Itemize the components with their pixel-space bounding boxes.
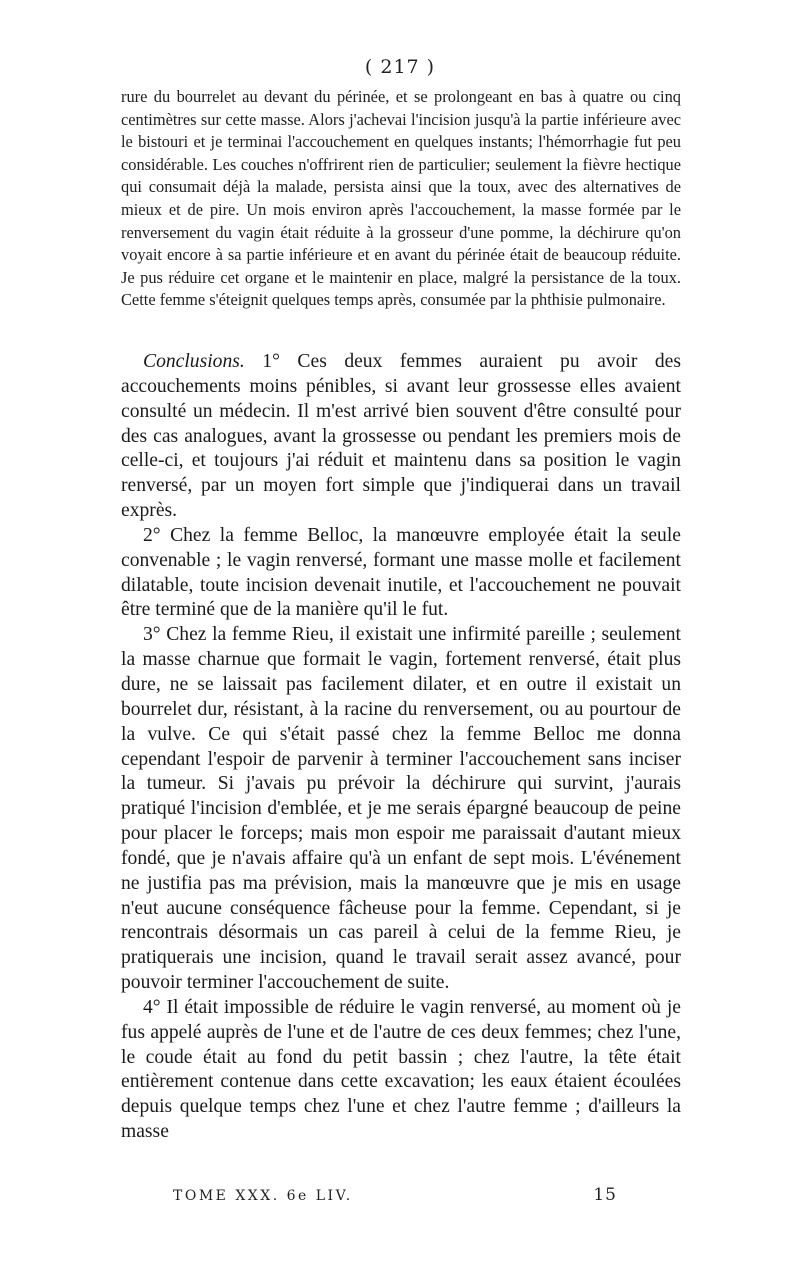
continuation-paragraph: rure du bourrelet au devant du périnée, et se prolongeant en bas à quatre ou cinq centimètres sur cette masse. Alors j'achevai l'incision jusqu'à la partie inférieure avec le bistouri et je terminai l'accouchement en quelques instants; l'hémorrhagie fut peu considérable. Les couches n'offrirent rien de particulier; seulement la fièvre hectique qui consumait déjà la malade, persista ainsi que la toux, avec des alternatives de mieux et de pire. Un mois environ après l'accouchement, la masse formée par le renversement du vagin était réduite à la grosseur d'une pomme, la déchirure qu'on voyait encore à sa partie inférieure et en avant du périnée était de beaucoup réduite. Je pus réduire cet organe et le maintenir en place, malgré la persistance de la toux. Cette femme s'éteignit quelques temps après, consumée par la phthisie pulmonaire. <box>121 87 681 310</box>
conclusions-section <box>121 350 681 1145</box>
footer-sheet-number: 15 <box>593 1185 617 1205</box>
continuation-paragraph-block <box>121 86 681 312</box>
footer-signature: TOME XXX. 6e LIV. <box>173 1188 353 1204</box>
conclusion-item-3: 3° Chez la femme Rieu, il existait une infirmité pareille ; seulement la masse charnue que formait le vagin, fortement renversé, était plus dure, ne se laissait pas facilement dilater, et en outre il existait un bourrelet dur, résistant, à la racine du renversement, ou au pourtour de la vulve. Ce qui s'était passé chez la femme Belloc me donna cependant l'espoir de parvenir à terminer l'accouchement sans inciser la tumeur. Si j'avais pu prévoir la déchirure qui survint, j'aurais pratiqué l'incision d'emblée, et je me serais épargné beaucoup de peine pour placer le forceps; mais mon espoir me paraissait d'autant mieux fondé, que je n'avais affaire qu'à un enfant de sept mois. L'événement ne justifia pas ma prévision, mais la manœuvre que je mis en usage n'eut aucune conséquence fâcheuse pour la femme. Cependant, si je rencontrais désormais un cas pareil à celui de la femme Rieu, je pratiquerais une incision, quand le travail serait assez avancé, pour pouvoir terminer l'accouchement de suite. <box>121 624 681 994</box>
conclusion-item-1 <box>121 350 681 524</box>
page-number: ( 217 ) <box>364 56 436 78</box>
page-footer <box>121 1185 681 1210</box>
conclusion-item-2: 2° Chez la femme Belloc, la manœuvre employée était la seule convenable ; le vagin renversé, formant une masse molle et facilement dilatable, toute incision devenait inutile, et l'accouchement ne pouvait être terminé que de la manière qu'il le fut. <box>121 524 681 621</box>
conclusion-item-4: 4° Il était impossible de réduire le vagin renversé, au moment où je fus appelé auprès de l'une et de l'autre de ces deux femmes; chez l'une, le coude était au fond du petit bassin ; chez l'autre, la tête était entièrement contenue dans cette excavation; les eaux étaient écoulées depuis quelque temps chez l'une et chez l'autre femme ; d'ailleurs la masse <box>121 996 681 1143</box>
conclusion-item-1-text: 1° Ces deux femmes auraient pu avoir des accouchements moins pénibles, si avant leur grossesse elles avaient consulté un médecin. Il m'est arrivé bien souvent d'être consulté pour des cas analogues, avant la grossesse ou pendant les premiers mois de celle-ci, et toujours j'ai réduit et maintenu dans sa position le vagin renversé, par un moyen fort simple que j'indiquerai dans un travail exprès. <box>121 351 681 522</box>
conclusions-heading: Conclusions. <box>143 351 245 372</box>
